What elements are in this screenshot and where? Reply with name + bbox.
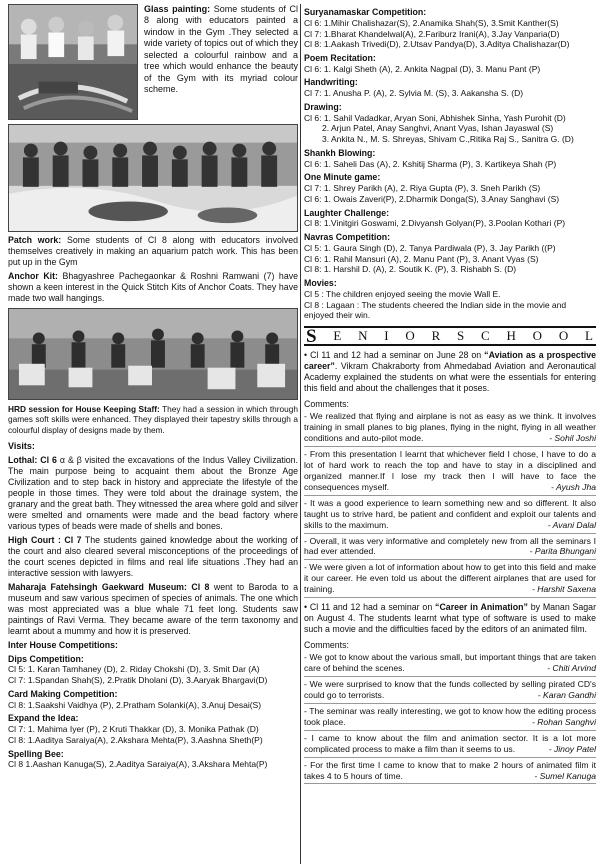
comment-text: - The seminar was really interesting, we got to know how the editing process took place. [304,706,596,727]
comment-text: - Overall, it was very informative and completely new from all the seminars I had ever attended. [304,535,596,557]
lothal-body: visited the excavations of the Indus Valley Civilization. The main purpose being to acquaint them about the Bronze Age Civilization and to step back in history and appreciate the lifestyle of the people in those times. They were told about the drainage system, the granary and the great bath. They witnessed the area where gold and silver were smelted and ornaments were made and the bead factory where various types of beads were made of shells and bones. [8,455,299,531]
lothal-title: Lothal: Cl 6 [8,455,57,466]
comments-heading: Comments: [304,639,349,650]
hrd-session-title: HRD session for House Keeping Staff: [8,403,160,414]
museum-paragraph [8,582,298,637]
lothal-paragraph [8,455,298,532]
competition-heading: Drawing: [304,101,342,112]
anchor-kit-body: Bhagyashree Pachegaonkar & Roshni Ramwani (7) have shown a keen interest in the Quick Stitch Kits of Anchor Coats. They have made two wall hangings. [8,270,298,303]
museum-body: went to Baroda to a museum and saw various specimen of species of animals. The one which was most appreciated was a blue whale 71 feet long. Students saw paintings of Ravi Verma. They became aware of the term taxonomy and learnt about a mummy and how it is preserved. [8,581,298,636]
patch-work-body: Some students of Cl 8 along with educators involved themselves creatively in making an aquarium patch work. This has been put up in the Gym [8,235,298,267]
animation-seminar-topic: “Career in Animation” [435,602,528,613]
student-comment [304,652,596,677]
patch-work-photo [8,124,298,232]
senior-school-letter: O [558,328,570,344]
glass-painting-block [8,4,298,120]
competition-result-line: 2. Arjun Patel, Anay Sanghvi, Anant Vyas, Ishan Jayaswal (S) [322,123,554,134]
competition-result-line: Cl 6: 1. Owais Zaveri(P), 2.Dharmik Donga(S), 3.Anay Sanghavi (S) [304,193,560,204]
senior-school-letter: C [481,328,491,344]
competition-result-line: Cl 6: 1. Kalgi Sheth (A), 2. Ankita Nagpal (D), 3. Manu Pant (P) [304,63,541,74]
aviation-seminar-pre: • Cl 11 and 12 had a seminar on June 28 on [304,349,485,360]
comment-author: - Jinoy Patel [548,743,596,754]
student-comment [304,760,596,785]
inter-house-heading: Inter House Competitions: [8,639,118,650]
comment-text: - We were surprised to know that the funds collected by selling pirated CD's could go to terrorists. [304,679,596,701]
anchor-kit-paragraph [8,271,298,304]
comment-author: - Avani Dalal [547,519,596,530]
student-comment [304,536,596,561]
competition-heading: Shankh Blowing: [304,147,376,158]
aviation-seminar-topic: “Aviation as a prospective career” [304,349,596,372]
animation-seminar-paragraph [304,602,596,636]
student-comment [304,411,596,447]
competition-result-line: Cl 6: 1. Rahil Mansuri (A), 2. Manu Pant (P), 3. Anant Vyas (S) [304,253,539,264]
senior-school-letter: E [333,328,343,344]
senior-school-initial: S [306,325,318,347]
student-comment [304,449,596,496]
comment-author: - Sumel Kanuga [534,770,596,781]
competition-result-line: Cl 6: 1. Sahil Vadadkar, Aryan Soni, Abhishek Sinha, Yash Purohit (D) [304,112,566,123]
senior-school-letter: O [532,328,544,344]
comment-text: - From this presentation I learnt that whichever field I chose, I have to do a lot of hard work to reach the top and have to stay in a disciplined and organized manner.If I lose my track then I will have to face the consequences myself. [304,449,596,492]
competition-result-line: Cl 7: 1.Bharat Khandelwal(A), 2.Fariburz Irani(A), 3.Jay Vanparia(D) [304,28,560,39]
student-comment [304,733,596,758]
glass-painting-body: Some students of Cl 8 along with educators painted a window in the Gym .They selected a wide variety of topics out of which they selected a colourful rainbow and a tree which would enhance the beauty of the Gym with its myriad colour scheme. [144,4,298,94]
spelling-bee-heading: Spelling Bee: [8,748,64,759]
aviation-seminar-paragraph [304,350,596,395]
dips-heading: Dips Competition: [8,653,84,664]
comment-text: - For the first time I came to know that to make 2 hours of animated film it takes 4 to 5 hours of time. [304,759,596,781]
dips-line: Cl 5: 1. Karan Tamhaney (D), 2. Riday Chokshi (D), 3. Smit Dar (A) [8,664,260,675]
expand-idea-line: Cl 8: 1.Aaditya Saraiya(A), 2.Akshara Mehta(P), 3.Aashna Sheth(P) [8,734,263,745]
animation-comments [304,652,596,784]
court-body: The students gained knowledge about the working of the court and also cleared several misconceptions of the proceedings of the court scenes depicted in films and real life situations .They had an interactive session with lawyers. [8,534,298,578]
competition-result-line: 3. Ankita N., M. S. Shreyas, Shivam C.,Ritika Raj S., Sanitra G. (D) [322,134,574,145]
student-comment [304,679,596,704]
senior-school-letter: H [506,328,517,344]
comment-author: - Rohan Sanghvi [531,716,596,727]
senior-school-letter: S [457,328,466,344]
student-comment [304,706,596,731]
comments-heading: Comments: [304,398,349,409]
comment-text: - It was a good experience to learn something new and so different. It also taught us to strive hard, be patient and confident and exploit our talents and skills to the maximum. [304,497,596,530]
competition-result-line: Cl 7: 1. Shrey Parikh (A), 2. Riya Gupta (P), 3. Sneh Parikh (S) [304,183,541,194]
competition-result-line: Cl 6: 1. Saheli Das (A), 2. Kshitij Sharma (P), 3. Kartikeya Shah (P) [304,158,557,169]
aviation-seminar-post: . Vikram Chakraborty from Ahmedabad Aviation and Aeronautical Academy explained the students on what were the essentials for entering this field and about the challenges that it poses. [304,361,596,394]
senior-school-banner [304,326,596,346]
student-comment [304,498,596,534]
column-divider [300,4,301,864]
lothal-greek: α & β [56,455,85,466]
animation-seminar-pre: • Cl 11 and 12 had a seminar on [304,602,436,613]
comment-author: - Ayush Jha [551,481,596,492]
comment-text: - We got to know about the various small, but important things that are taken care of behind the scenes. [304,652,596,674]
competition-heading: Suryanamaskar Competition: [304,7,427,17]
competition-result-line: Cl 8: 1.Aakash Trivedi(D), 2.Utsav Pandya(D), 3.Aditya Chalishazar(D) [304,39,570,50]
patch-work-title: Patch work: [8,235,62,245]
comment-text: - We realized that flying and airplane is not as easy as we think. It involves training in small planes to big planes, flying in the night, flying in all weather conditions and auto-pilot mode. [304,411,596,444]
competition-result-line: Cl 6: 1.Mihir Chalishazar(S), 2.Anamika Shah(S), 3.Smit Kanther(S) [304,17,559,28]
dips-line: Cl 7: 1.Spandan Shah(S), 2.Pratik Dholani (D), 3.Aaryak Bhargavi(D) [8,675,268,686]
court-paragraph [8,535,298,579]
competition-result-line: Cl 8: 1. Harshil D. (A), 2. Soutik K. (P), 3. Rishabh S. (D) [304,264,517,275]
competition-result-line: Cl 8: 1.Vinitgiri Goswami, 2.Divyansh Golyan(P), 3.Poolan Kothari (P) [304,218,566,229]
patch-work-paragraph [8,235,298,268]
competition-results [304,7,596,321]
competition-heading: One Minute game: [304,172,381,183]
visits-heading: Visits: [8,440,35,451]
senior-school-letter: R [431,328,442,344]
expand-idea-line: Cl 7: 1. Mahima Iyer (P), 2 Kruti Thakkar (D), 3. Monika Pathak (D) [8,724,259,735]
senior-school-letter: N [358,328,369,344]
competition-heading: Poem Recitation: [304,52,376,63]
competition-heading: Movies: [304,278,337,289]
anchor-kit-title: Anchor Kit: [8,270,58,281]
hrd-session-body: They had a session in which through games soft skills were enhanced. They displayed their tapestry skills through a colourful display of designs made by them. [8,403,298,435]
hrd-session-photo [8,308,298,400]
comment-author: - Parita Bhungani [529,546,596,557]
comment-text: - I came to know about the film and animation sector. It is a lot more complicated process to make a film than it seems to us. [304,732,596,754]
glass-painting-photo [8,4,138,120]
card-making-heading: Card Making Competition: [8,688,118,699]
animation-seminar-post: by Manan Sagar on August 4. The students learnt what type of software is used to make such a movie and the difficulties faced by the editors of an animated film. [304,602,597,635]
senior-school-letter: I [384,328,390,344]
glass-painting-text [144,4,298,120]
competition-result-line: Cl 8 : Lagaan : The students cheered the Indian side in the movie and enjoyed their win. [304,299,567,321]
competition-result-line: Cl 7: 1. Anusha P. (A), 2. Sylvia M. (S), 3. Aakansha S. (D) [304,88,524,99]
aviation-comments [304,411,596,598]
spelling-bee-line: Cl 8 1.Aashan Kanuga(S), 2.Aaditya Saraiya(A), 3.Akshara Mehta(P) [8,759,268,770]
card-making-line: Cl 8: 1.Saakshi Vaidhya (P), 2.Pratham Solanki(A), 3.Anuj Desai(S) [8,699,262,710]
comment-author: - Harshit Saxena [531,584,596,595]
competition-result-line: Cl 5 : The children enjoyed seeing the movie Wall E. [304,288,501,299]
comment-author: - Karan Gandhi [537,690,596,701]
senior-school-letter: O [405,328,416,344]
competition-heading: Navras Competition: [304,232,391,243]
student-comment [304,562,596,598]
hrd-session-paragraph [8,404,298,435]
museum-title: Maharaja Fatehsingh Gaekward Museum: Cl 8 [8,581,210,592]
court-title: High Court : Cl 7 [8,534,82,545]
senior-school-letter: L [585,328,594,344]
competition-heading: Laughter Challenge: [304,207,390,218]
competition-result-line: Cl 5: 1. Gaura Singh (D), 2. Tanya Pardiwala (P), 3. Jay Parikh ((P) [304,242,556,253]
comment-author: - Chiti Arvind [547,663,596,674]
left-column [8,4,298,770]
right-column [304,4,596,784]
comment-author: - Sohil Joshi [549,433,596,444]
comment-text: - We were given a lot of information about how to get into this field and make it our career. He even told us about the different airplanes that are used for training. [304,562,596,595]
expand-idea-heading: Expand the Idea: [8,713,79,724]
glass-painting-title: Glass painting: [144,4,211,14]
competition-heading: Handwriting: [304,77,358,88]
